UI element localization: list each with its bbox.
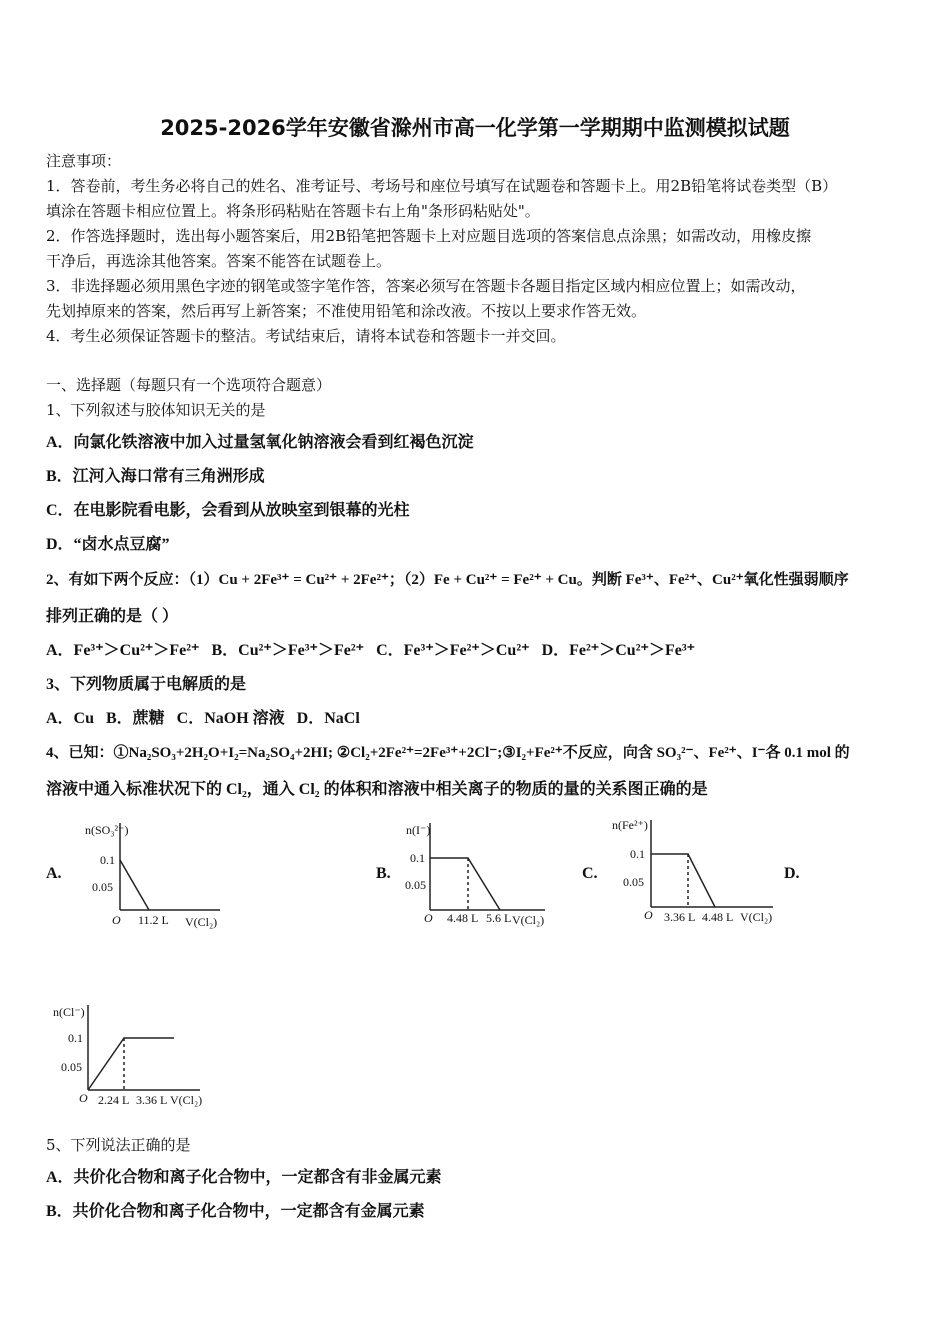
note-line: 2．作答选择题时，选出每小题答案后，用2B铅笔把答题卡上对应题目选项的答案信息点涂黑；如需改动，用橡皮擦 [46,227,812,245]
question-5-stem: 5、下列说法正确的是 [46,1136,191,1154]
origin-label: O [424,911,433,925]
note-line: 干净后，再选涂其他答案。答案不能答在试题卷上。 [46,252,392,270]
x-tick: 4.48 L [447,911,479,925]
graph-b-label: B. [376,865,391,882]
y-tick: 0.05 [405,878,426,892]
graph-line [430,858,500,910]
question-1-option-d: D．“卤水点豆腐” [46,536,170,553]
question-5-option-b: B．共价化合物和离子化合物中，一定都含有金属元素 [46,1203,425,1220]
x-axis-label: V(Cl₂) [512,913,545,927]
x-axis-label: V(Cl₂) [185,915,218,929]
x-tick: 4.48 L [702,910,734,924]
question-1-option-b: B．江河入海口常有三角洲形成 [46,468,265,485]
question-5-option-a: A．共价化合物和离子化合物中，一定都含有非金属元素 [46,1169,442,1186]
y-axis-label: n(SO₃²⁻) [85,823,129,837]
graph-a [80,818,230,933]
y-tick: 0.1 [68,1031,83,1045]
note-line: 填涂在答题卡相应位置上。将条形码粘贴在答题卡右上角"条形码粘贴处"。 [46,202,540,220]
y-axis-label: n(I⁻) [406,823,431,837]
question-4-stem-cont: 溶液中通入标准状况下的 Cl₂，通入 Cl₂ 的体积和溶液中相关离子的物质的量的关系图正确的是 [46,781,708,798]
question-2-options: A．Fe³⁺＞Cu²⁺＞Fe²⁺ B．Cu²⁺＞Fe³⁺＞Fe²⁺ C．Fe³⁺＞Fe²⁺＞Cu²⁺ D．Fe²⁺＞Cu²⁺＞Fe³⁺ [46,642,696,659]
graph-line [88,1038,174,1090]
origin-label: O [79,1091,88,1105]
y-tick: 0.05 [92,880,113,894]
y-tick: 0.05 [623,875,644,889]
question-2-stem-cont: 排列正确的是（ ） [46,608,179,625]
x-tick: 5.6 L [486,911,512,925]
x-tick: 2.24 L [98,1093,130,1107]
page-title: 2025-2026学年安徽省滁州市高一化学第一学期期中监测模拟试题 [160,116,790,140]
question-2-stem: 2、有如下两个反应：（1）Cu + 2Fe³⁺ = Cu²⁺ + 2Fe²⁺；（2）Fe + Cu²⁺ = Fe²⁺ + Cu。判断 Fe³⁺、Fe²⁺、Cu²⁺氧化性强弱顺序 [46,572,849,588]
note-line: 3．非选择题必须用黑色字迹的钢笔或签字笔作答，答案必须写在答题卡各题目指定区域内相应位置上；如需改动， [46,277,806,295]
graph-line [651,854,715,907]
section-heading: 一、选择题（每题只有一个选项符合题意） [46,376,332,394]
graph-line [120,860,149,910]
y-axis-label: n(Fe²⁺) [612,818,648,832]
x-tick: 3.36 L [136,1093,168,1107]
x-tick: 3.36 L [664,910,696,924]
notes-heading: 注意事项： [46,152,122,170]
origin-label: O [644,908,653,922]
question-1-stem: 1、下列叙述与胶体知识无关的是 [46,401,266,419]
graph-c-label: C. [582,865,598,882]
y-tick: 0.1 [410,851,425,865]
origin-label: O [112,913,121,927]
graph-c [608,815,788,930]
y-tick: 0.1 [630,847,645,861]
x-tick: 11.2 L [138,913,169,927]
note-line: 1．答卷前，考生务必将自己的姓名、准考证号、考场号和座位号填写在试题卷和答题卡上。用2B铅笔将试卷类型（B） [46,177,838,195]
graph-d-label: D. [784,865,800,882]
graph-a-label: A. [46,865,62,882]
question-4-stem: 4、已知：①Na₂SO₃+2H₂O+I₂=Na₂SO₄+2HI; ②Cl₂+2Fe²⁺=2Fe³⁺+2Cl⁻;③I₂+Fe²⁺不反应，向含 SO₃²⁻、Fe²⁺、I⁻各 0.1 mol 的 [46,745,850,761]
question-1-option-a: A．向氯化铁溶液中加入过量氢氧化钠溶液会看到红褐色沉淀 [46,434,474,451]
graph-d [48,1000,218,1115]
y-axis-label: n(Cl⁻) [53,1005,85,1019]
y-tick: 0.1 [100,853,115,867]
question-3-options: A．Cu B．蔗糖 C．NaOH 溶液 D．NaCl [46,710,360,727]
note-line: 先划掉原来的答案，然后再写上新答案；不准使用铅笔和涂改液。不按以上要求作答无效。 [46,302,647,320]
x-axis-label: V(Cl₂) [740,910,773,924]
y-tick: 0.05 [61,1060,82,1074]
question-1-option-c: C．在电影院看电影，会看到从放映室到银幕的光柱 [46,502,410,519]
note-line: 4．考生必须保证答题卡的整洁。考试结束后，请将本试卷和答题卡一并交回。 [46,327,566,345]
graph-b [400,818,560,933]
question-3-stem: 3、下列物质属于电解质的是 [46,676,247,693]
x-axis-label: V(Cl₂) [170,1093,203,1107]
